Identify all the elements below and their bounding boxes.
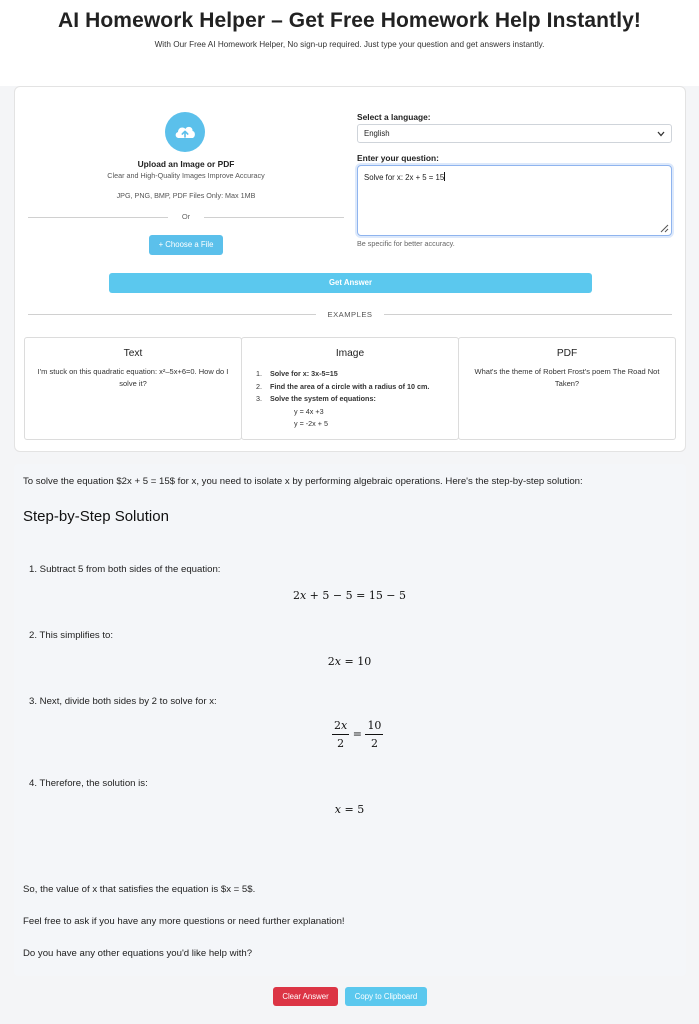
answer-question: Do you have any other equations you'd like help with? bbox=[23, 948, 253, 959]
question-hint: Be specific for better accuracy. bbox=[357, 239, 455, 248]
question-textarea[interactable] bbox=[357, 165, 672, 236]
or-divider-left bbox=[28, 217, 168, 218]
answer-conclusion: So, the value of x that satisfies the equation is $x = 5$. bbox=[23, 884, 256, 895]
upload-area[interactable] bbox=[165, 112, 205, 152]
answer-followup: Feel free to ask if you have any more questions or need further explanation! bbox=[23, 916, 345, 927]
get-answer-button[interactable]: Get Answer bbox=[109, 273, 592, 293]
question-text: Solve for x: 2x + 5 = 15 bbox=[364, 173, 445, 182]
choose-file-button[interactable]: + Choose a File bbox=[149, 235, 223, 255]
upload-file-types: JPG, PNG, BMP, PDF Files Only: Max 1MB bbox=[116, 191, 256, 200]
equation-line: y = 4x +3 bbox=[294, 406, 324, 416]
page-header bbox=[0, 0, 699, 86]
copy-to-clipboard-button[interactable]: Copy to Clipboard bbox=[345, 987, 427, 1006]
fraction-right: $\frac{10}{2}$ bbox=[367, 719, 382, 750]
upload-description: Clear and High-Quality Images Improve Accuracy bbox=[107, 171, 265, 180]
language-selected-value: English bbox=[364, 129, 390, 138]
step-2: 2. This simplifies to: bbox=[29, 630, 114, 641]
answer-intro: To solve the equation $2x + 5 = 15$ for x, you need to isolate x by performing algebraic operations. Here's the step-by-step solution: bbox=[23, 476, 583, 487]
upload-title: Upload an Image or PDF bbox=[137, 159, 235, 169]
page-title: AI Homework Helper – Get Free Homework Help Instantly! bbox=[57, 9, 642, 32]
equation-step-3: $\frac{2x}{2}$ = $\frac{10}{2}$ bbox=[334, 719, 382, 750]
language-label: Select a language: bbox=[357, 112, 431, 122]
step-1: 1. Subtract 5 from both sides of the equation: bbox=[29, 564, 221, 575]
question-label: Enter your question: bbox=[357, 153, 439, 163]
equation-step-2: 2x = 10 bbox=[327, 655, 372, 668]
equation-step-4: x = 5 bbox=[334, 803, 365, 816]
list-item: 3. Solve the system of equations: bbox=[256, 394, 376, 403]
step-4: 4. Therefore, the solution is: bbox=[29, 778, 148, 789]
example-text-body: I'm stuck on this quadratic equation: x²–5x+6=0. How do I solve it? bbox=[37, 367, 229, 388]
list-item: 1. Solve for x: 3x-5=15 bbox=[256, 369, 338, 378]
examples-divider-left bbox=[28, 314, 316, 315]
or-divider-right bbox=[204, 217, 344, 218]
or-divider-text: Or bbox=[181, 212, 191, 221]
text-cursor bbox=[444, 172, 445, 181]
examples-heading: EXAMPLES bbox=[327, 310, 373, 319]
equation-line: y = -2x + 5 bbox=[294, 419, 328, 428]
example-text-card[interactable] bbox=[24, 337, 242, 440]
step-3: 3. Next, divide both sides by 2 to solve for x: bbox=[29, 696, 217, 707]
answer-heading: Step-by-Step Solution bbox=[23, 508, 169, 525]
example-pdf-card[interactable] bbox=[458, 337, 676, 440]
example-pdf-body: What's the theme of Robert Frost's poem The Road Not Taken? bbox=[474, 367, 660, 388]
examples-divider-right bbox=[384, 314, 672, 315]
chevron-down-icon bbox=[657, 131, 665, 137]
example-image-card[interactable] bbox=[241, 337, 459, 440]
example-image-list bbox=[256, 368, 429, 431]
example-pdf-title: PDF bbox=[556, 348, 578, 359]
language-select[interactable] bbox=[357, 124, 672, 143]
example-image-title: Image bbox=[335, 348, 365, 359]
page-subtitle: With Our Free AI Homework Helper, No sign-up required. Just type your question and get answers instantly. bbox=[154, 40, 545, 49]
example-text-title: Text bbox=[123, 348, 143, 359]
cloud-upload-icon bbox=[173, 121, 197, 143]
list-item: 2. Find the area of a circle with a radius of 10 cm. bbox=[256, 381, 430, 391]
fraction-left: $\frac{2x}{2}$ bbox=[334, 719, 348, 750]
clear-answer-button[interactable]: Clear Answer bbox=[273, 987, 338, 1006]
equation-step-1: 2x + 5 − 5 = 15 − 5 bbox=[292, 589, 407, 602]
resize-handle-icon[interactable] bbox=[659, 223, 669, 233]
